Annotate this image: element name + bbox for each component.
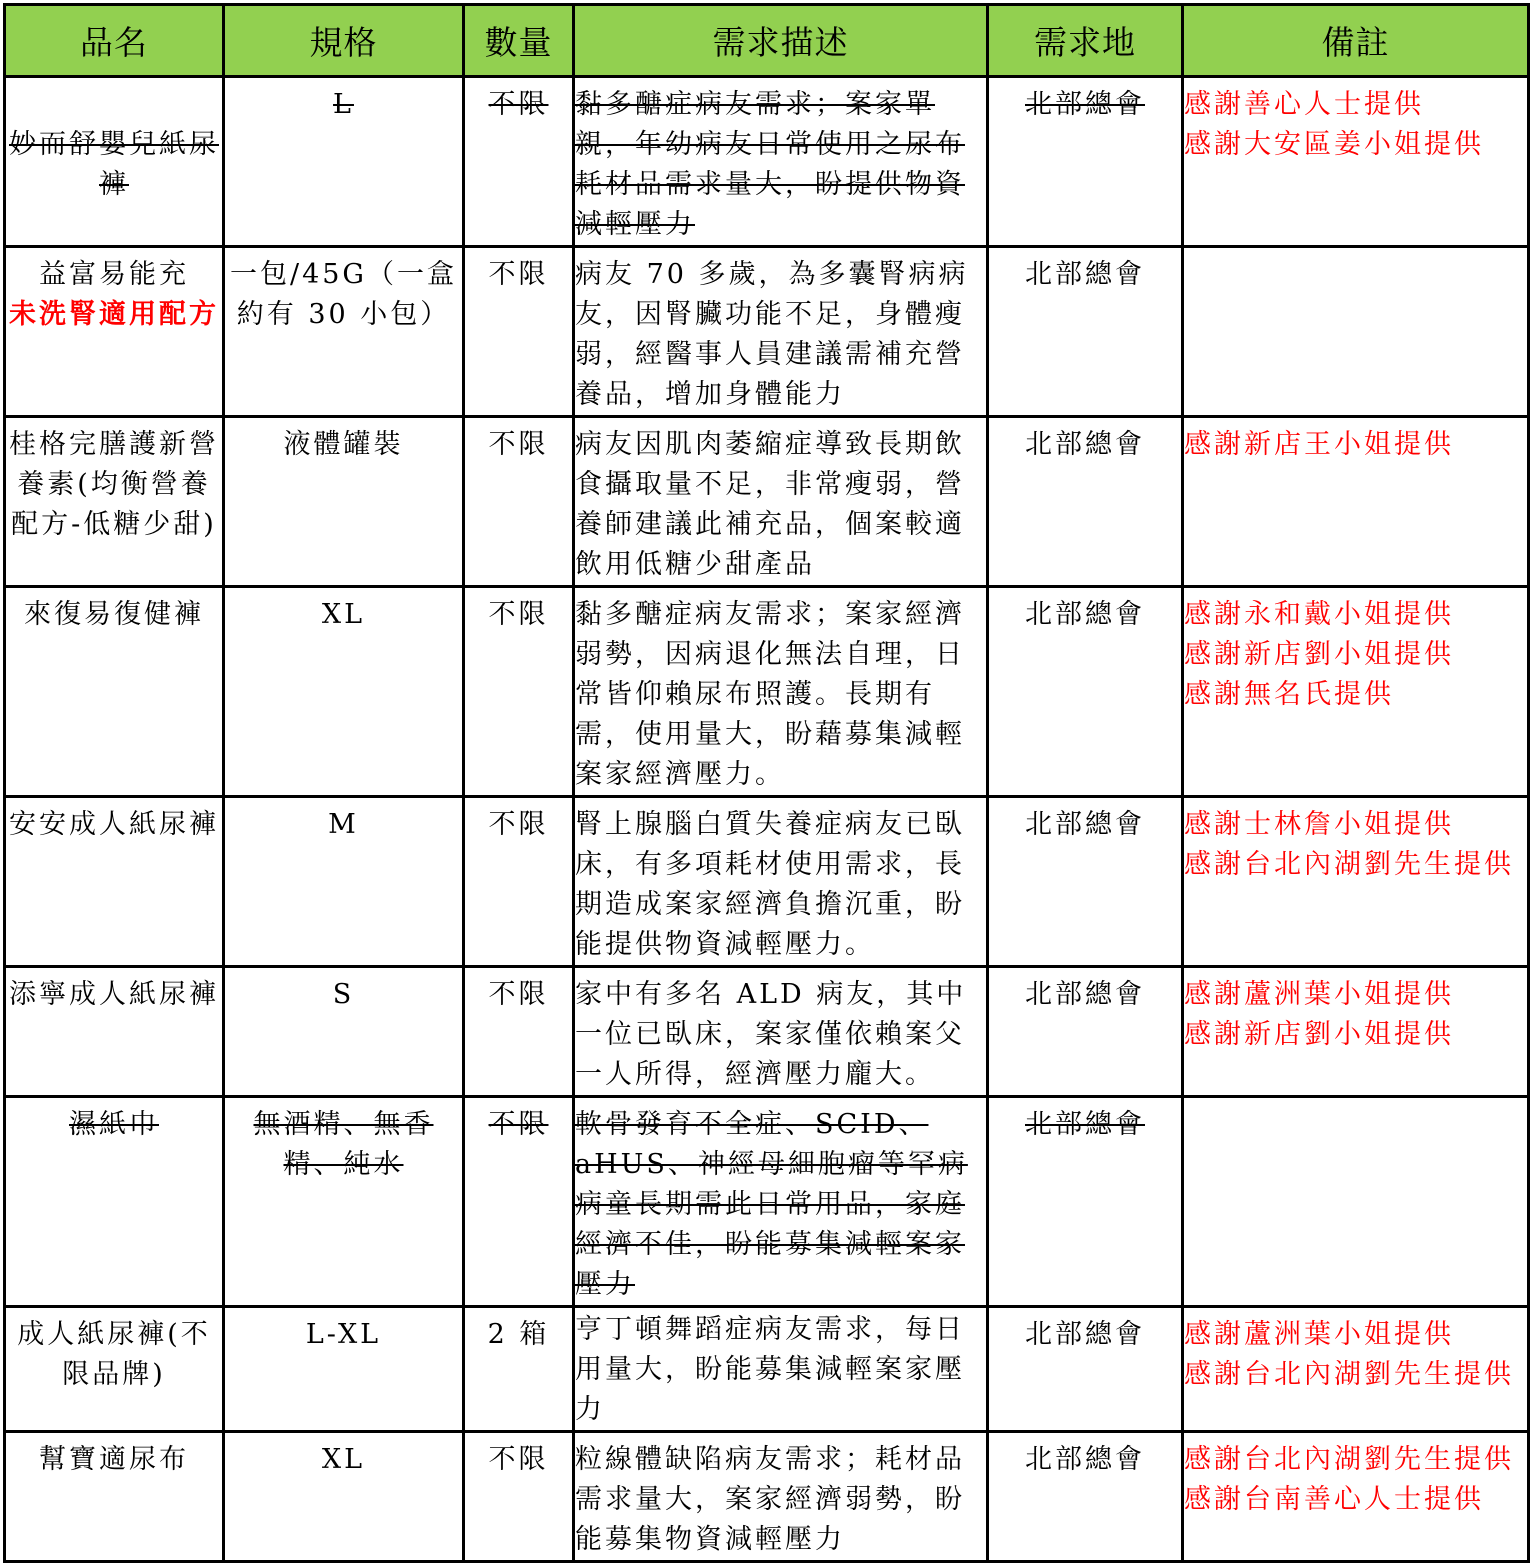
needs-table bbox=[3, 3, 1530, 1563]
note-line: 感謝新店王小姐提供 bbox=[1184, 429, 1454, 460]
header-name: 品名 bbox=[5, 5, 224, 77]
item-desc: 黏多醣症病友需求；案家單親，年幼病友日常使用之尿布耗材品需求量大，盼提供物資減輕壓力 bbox=[574, 77, 988, 247]
item-name: 幫寶適尿布 bbox=[5, 1432, 224, 1562]
item-spec: L-XL bbox=[224, 1307, 464, 1432]
item-qty: 不限 bbox=[464, 967, 574, 1097]
item-name: 來復易復健褲 bbox=[5, 587, 224, 797]
item-desc: 軟骨發育不全症、SCID、aHUS、神經母細胞瘤等罕病病童長期需此日常用品，家庭經濟不佳，盼能募集減輕案家壓力 bbox=[574, 1097, 988, 1307]
note-line: 感謝士林詹小姐提供 bbox=[1184, 809, 1454, 840]
item-spec: 液體罐裝 bbox=[224, 417, 464, 587]
item-location: 北部總會 bbox=[988, 1432, 1183, 1562]
item-notes bbox=[1183, 1307, 1529, 1432]
note-line: 感謝無名氏提供 bbox=[1184, 679, 1394, 710]
item-qty: 不限 bbox=[464, 1097, 574, 1307]
item-notes bbox=[1183, 1097, 1529, 1307]
table-row bbox=[5, 1097, 1529, 1307]
header-spec: 規格 bbox=[224, 5, 464, 77]
table-row bbox=[5, 247, 1529, 417]
item-qty: 2 箱 bbox=[464, 1307, 574, 1432]
item-location: 北部總會 bbox=[988, 797, 1183, 967]
item-spec: XL bbox=[224, 587, 464, 797]
note-line: 感謝善心人士提供 bbox=[1184, 89, 1424, 120]
item-name-text: 益富易能充 bbox=[39, 259, 189, 290]
note-line: 感謝蘆洲葉小姐提供 bbox=[1184, 979, 1454, 1010]
item-notes bbox=[1183, 77, 1529, 247]
item-notes bbox=[1183, 1432, 1529, 1562]
item-qty: 不限 bbox=[464, 797, 574, 967]
header-row bbox=[5, 5, 1529, 77]
note-line: 感謝蘆洲葉小姐提供 bbox=[1184, 1319, 1454, 1350]
item-desc: 腎上腺腦白質失養症病友已臥床，有多項耗材使用需求，長期造成案家經濟負擔沉重，盼能提供物資減輕壓力。 bbox=[574, 797, 988, 967]
header-qty: 數量 bbox=[464, 5, 574, 77]
item-notes bbox=[1183, 797, 1529, 967]
item-location: 北部總會 bbox=[988, 77, 1183, 247]
item-desc: 黏多醣症病友需求；案家經濟弱勢，因病退化無法自理，日常皆仰賴尿布照護。長期有需，使用量大，盼藉募集減輕案家經濟壓力。 bbox=[574, 587, 988, 797]
item-desc: 粒線體缺陷病友需求；耗材品需求量大，案家經濟弱勢，盼能募集物資減輕壓力 bbox=[574, 1432, 988, 1562]
table-row bbox=[5, 1432, 1529, 1562]
note-line: 感謝新店劉小姐提供 bbox=[1184, 639, 1454, 670]
item-name: 桂格完膳護新營養素(均衡營養配方-低糖少甜) bbox=[5, 417, 224, 587]
item-location: 北部總會 bbox=[988, 1307, 1183, 1432]
table-row bbox=[5, 797, 1529, 967]
header-desc: 需求描述 bbox=[574, 5, 988, 77]
table-row bbox=[5, 1307, 1529, 1432]
item-qty: 不限 bbox=[464, 587, 574, 797]
item-spec: 無酒精、無香精、純水 bbox=[224, 1097, 464, 1307]
item-name-highlight: 未洗腎適用配方 bbox=[9, 299, 219, 330]
item-location: 北部總會 bbox=[988, 417, 1183, 587]
note-line: 感謝台北內湖劉先生提供 bbox=[1184, 849, 1514, 880]
table-row bbox=[5, 967, 1529, 1097]
item-spec: S bbox=[224, 967, 464, 1097]
item-spec: 一包/45G（一盒約有 30 小包） bbox=[224, 247, 464, 417]
item-notes bbox=[1183, 417, 1529, 587]
note-line: 感謝台北內湖劉先生提供 bbox=[1184, 1444, 1514, 1475]
header-location: 需求地 bbox=[988, 5, 1183, 77]
item-desc: 病友 70 多歲，為多囊腎病病友，因腎臟功能不足，身體瘦弱，經醫事人員建議需補充營養品，增加身體能力 bbox=[574, 247, 988, 417]
item-name: 添寧成人紙尿褲 bbox=[5, 967, 224, 1097]
item-name: 安安成人紙尿褲 bbox=[5, 797, 224, 967]
item-desc: 亨丁頓舞蹈症病友需求，每日用量大，盼能募集減輕案家壓力 bbox=[574, 1307, 988, 1432]
note-line: 感謝大安區姜小姐提供 bbox=[1184, 129, 1484, 160]
item-qty: 不限 bbox=[464, 1432, 574, 1562]
item-location: 北部總會 bbox=[988, 1097, 1183, 1307]
item-notes bbox=[1183, 247, 1529, 417]
item-location: 北部總會 bbox=[988, 247, 1183, 417]
note-line: 感謝永和戴小姐提供 bbox=[1184, 599, 1454, 630]
note-line: 感謝台南善心人士提供 bbox=[1184, 1484, 1484, 1515]
item-notes bbox=[1183, 967, 1529, 1097]
table-row bbox=[5, 587, 1529, 797]
header-note: 備註 bbox=[1183, 5, 1529, 77]
note-line: 感謝新店劉小姐提供 bbox=[1184, 1019, 1454, 1050]
item-spec: L bbox=[224, 77, 464, 247]
item-spec: XL bbox=[224, 1432, 464, 1562]
item-desc: 病友因肌肉萎縮症導致長期飲食攝取量不足，非常瘦弱，營養師建議此補充品，個案較適飲用低糖少甜產品 bbox=[574, 417, 988, 587]
item-qty: 不限 bbox=[464, 77, 574, 247]
item-name: 成人紙尿褲(不限品牌) bbox=[5, 1307, 224, 1432]
item-qty: 不限 bbox=[464, 247, 574, 417]
item-name bbox=[5, 247, 224, 417]
item-location: 北部總會 bbox=[988, 587, 1183, 797]
item-name: 濕紙巾 bbox=[5, 1097, 224, 1307]
item-spec: M bbox=[224, 797, 464, 967]
item-name: 妙而舒嬰兒紙尿褲 bbox=[5, 77, 224, 247]
table-row bbox=[5, 417, 1529, 587]
table-row bbox=[5, 77, 1529, 247]
note-line: 感謝台北內湖劉先生提供 bbox=[1184, 1359, 1514, 1390]
item-notes bbox=[1183, 587, 1529, 797]
item-desc: 家中有多名 ALD 病友，其中一位已臥床，案家僅依賴案父一人所得，經濟壓力龐大。 bbox=[574, 967, 988, 1097]
item-location: 北部總會 bbox=[988, 967, 1183, 1097]
item-qty: 不限 bbox=[464, 417, 574, 587]
